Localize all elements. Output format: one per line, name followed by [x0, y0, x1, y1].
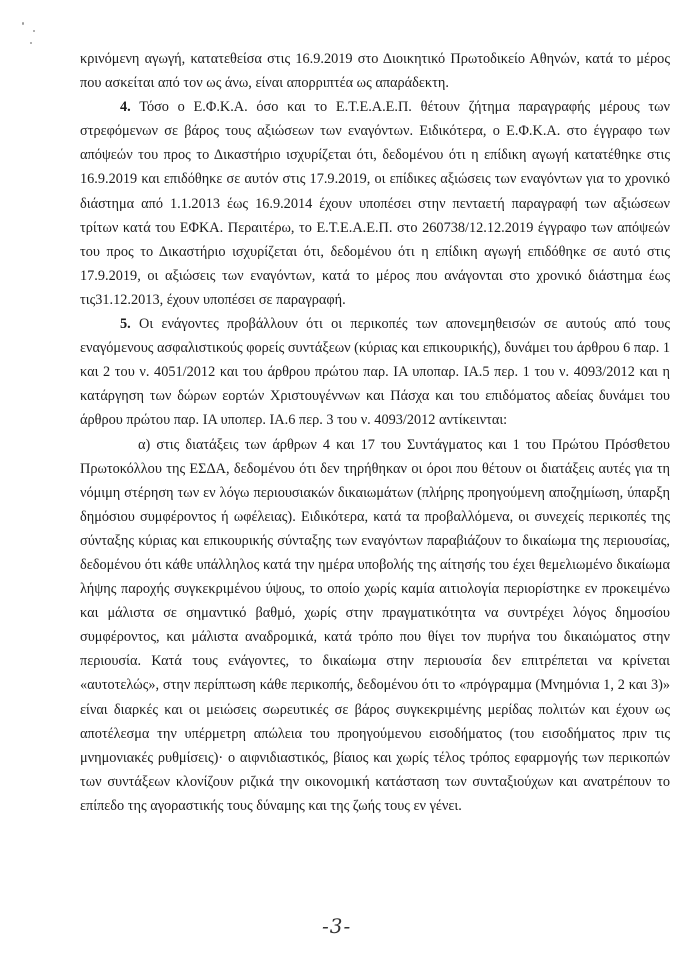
- scan-speck: [33, 30, 35, 32]
- text-line: κρινόμενη αγωγή, κατατεθείσα στις 16.9.2019 στο Διοικητικό Πρωτοδικείο Αθηνών, κατά το μέρος: [80, 51, 670, 67]
- text-line: α) στις διατάξεις των άρθρων 4 και 17 του Συντάγματος και 1 του Πρώτου Πρόσθετου: [138, 436, 670, 453]
- text-line: άρθρου πρώτου παρ. ΙΑ υποπερ. ΙΑ.6 περ. 3 του ν. 4093/2012 αντίκεινται:: [80, 412, 508, 429]
- text-line: σύνταξης κύριας και επικουρικής σύνταξης των εναγόντων παραβιάζουν το δικαίωμα της περιουσίας,: [80, 532, 670, 549]
- text-line: Οι ενάγοντες προβάλλουν ότι οι περικοπές των απονεμηθεισών σε αυτούς από τους: [139, 316, 670, 333]
- text-line: τρίτων κατά του ΕΦΚΑ. Περαιτέρω, το Ε.Τ.Ε.Α.Ε.Π. στο 260738/12.12.2019 έγγραφο των απόψεών: [80, 219, 670, 236]
- text-line: 16.9.2019 και επιδόθηκε σε αυτόν στις 17.9.2019, οι επίδικες αξιώσεις των εναγόντων για το χρονικό: [80, 171, 670, 188]
- text-line: στρεφόμενων σε βάρος τους αξιώσεων των εναγόντων. Ειδικότερα, ο Ε.Φ.Κ.Α. στο έγγραφο των: [80, 123, 670, 140]
- text-line: είναι διαρκές και οι μειώσεις σωρευτικές σε βάρος συγκεκριμένης μερίδας πολιτών και έχουν ως: [80, 701, 670, 718]
- text-line: δεδομένου ότι κάθε υπάλληλος κατά την ημέρα υποβολής της αίτησής του έχει θεμελιωμένο δικαίωμα: [80, 556, 670, 573]
- text-line: αποτέλεσμα την υπέρμετρη απώλεια του προηγούμενου εισοδήματος (του εισοδήματος πριν τις: [80, 725, 670, 742]
- text-line: Πρωτοκόλλου της ΕΣΔΑ, δεδομένου ότι δεν τηρήθηκαν οι όροι που θέτουν οι διατάξεις αυτές για τη: [80, 460, 670, 477]
- text-line: που ασκείται από τον ως άνω, είναι απορριπτέα ως απαράδεκτη.: [80, 75, 449, 92]
- text-line: 17.9.2019, οι αξιώσεις των εναγόντων, κατά το μέρος που ανάγονται στο χρονικό διάστημα έως: [80, 267, 670, 284]
- text-line: Τόσο ο Ε.Φ.Κ.Α. όσο και το Ε.Τ.Ε.Α.Ε.Π. θέτουν ζήτημα παραγραφής μέρους των: [139, 99, 670, 116]
- scan-speck: [22, 22, 24, 25]
- scan-speck: [30, 42, 32, 44]
- page-number: -3-: [322, 914, 352, 938]
- text-line: επίπεδο της αγοραστικής τους δύναμης και της ζωής τους εν γένει.: [80, 797, 462, 814]
- text-line: διάστημα από 1.1.2013 έως 16.9.2014 έχουν υποπέσει στην πενταετή παραγραφή των αξιώσεων: [80, 195, 670, 212]
- text-line: τις31.12.2013, έχουν υποπέσει σε παραγραφή.: [80, 291, 346, 308]
- text-line: συμφέροντος, και μάλιστα αναδρομικά, κατά τρόπο που θίγει τον πυρήνα του δικαιώματος στην: [80, 629, 670, 646]
- text-line: εναγόμενους ασφαλιστικούς φορείς συντάξεων (κύριας και επικουρικής), δυνάμει του άρθρου 6 παρ. 1: [80, 340, 670, 357]
- text-line: «αυτοτελώς», στην περίπτωση κάθε περικοπής, δεδομένου ότι το «πρόγραμμα (Μνημόνια 1, 2 και 3)»: [80, 677, 670, 694]
- text-line: και μάλιστα σε σημαντικό βαθμό, χωρίς στην πραγματικότητα να συντρέχει λόγος δημοσίου: [80, 605, 670, 622]
- text-line: δημόσιου συμφέροντος ή ωφέλειας). Ειδικότερα, κατά τα προβαλλόμενα, οι συνεχείς περικοπές της: [80, 508, 670, 525]
- text-line: απόψεών του προς το Δικαστήριο ισχυρίζεται ότι, δεδομένου ότι η επίδικη αγωγή κατατέθηκε στις: [80, 147, 670, 164]
- text-line: μνημονιακές ρυθμίσεις)· ο αιφνιδιαστικός, βίαιος και χωρίς τέλος τρόπος εφαρμογής των περικοπών: [80, 749, 670, 766]
- text-line: του προς το Δικαστήριο ισχυρίζεται ότι, δεδομένου ότι η επίδικη αγωγή επιδόθηκε σε αυτό στις: [80, 243, 670, 260]
- text-line: περιουσία. Κατά τους ενάγοντες, το δικαίωμα στην περιουσία δεν επιτρέπεται να κρίνεται: [80, 653, 670, 670]
- paragraph-4-first-line: [80, 95, 670, 119]
- text-line: κατάργηση των δώρων εορτών Χριστουγέννων και Πάσχα και του επιδόματος αδείας δυνάμει του: [80, 388, 670, 405]
- paragraph-number: 5.: [120, 316, 131, 333]
- text-line: και 2 του ν. 4051/2012 και του άρθρου πρώτου παρ. ΙΑ υποπαρ. ΙΑ.5 περ. 1 του ν. 4093/2012 και η: [80, 364, 670, 381]
- document-body: [80, 47, 670, 818]
- text-line: λήψης παροχής συγκεκριμένου ύψους, το οποίο χωρίς καμία αιτιολογία περιορίστηκε εν προκειμένω: [80, 581, 670, 598]
- paragraph-5-first-line: [80, 312, 670, 336]
- text-line: νόμιμη στέρηση των εν λόγω περιουσιακών δικαιωμάτων (πλήρης προηγούμενη αποζημίωση, ύπαρξη: [80, 484, 670, 501]
- paragraph-number: 4.: [120, 99, 131, 116]
- text-line: των συντάξεων κλονίζουν ριζικά την οικονομική κατάσταση των συνταξιούχων και ανατρέπουν το: [80, 773, 670, 790]
